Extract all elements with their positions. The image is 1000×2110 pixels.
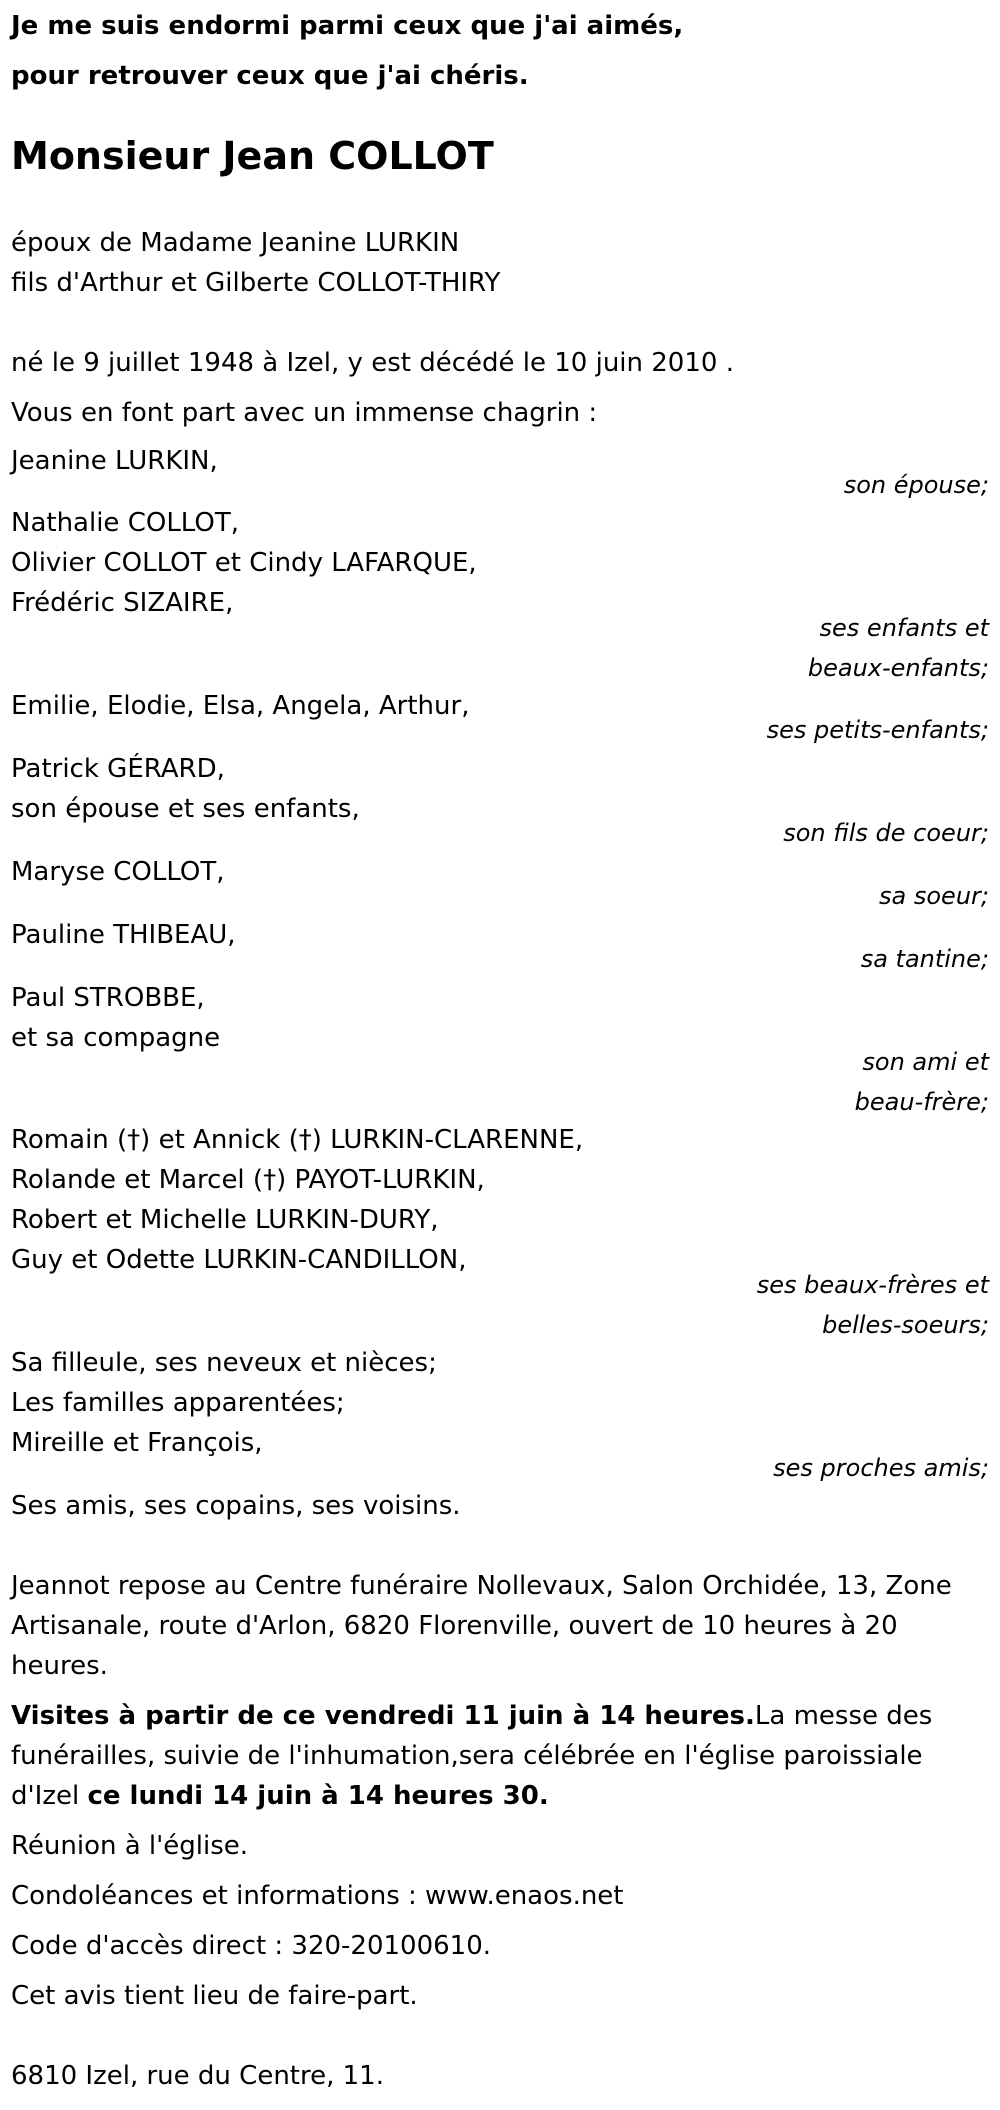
repose-line-1: Jeannot repose au Centre funéraire Nollevaux, Salon Orchidée, 13, Zone	[11, 1571, 952, 1601]
epitaph-line-2: pour retrouver ceux que j'ai chéris.	[11, 61, 529, 91]
deceased-name: Monsieur Jean COLLOT	[11, 134, 494, 178]
repose-line-3: heures.	[11, 1651, 108, 1681]
family-relation: son ami et	[862, 1048, 989, 1076]
visits-text: d'Izel	[11, 1781, 88, 1811]
visits-line-2: funérailles, suivie de l'inhumation,sera célébrée en l'église paroissiale	[11, 1741, 923, 1771]
family-name: Pauline THIBEAU,	[11, 920, 236, 950]
family-name: Maryse COLLOT,	[11, 857, 225, 887]
family-relation: beau-frère;	[854, 1088, 989, 1116]
family-relation: sa soeur;	[879, 882, 989, 910]
visits-text: La messe des	[754, 1701, 933, 1731]
notice-line: Cet avis tient lieu de faire-part.	[11, 1981, 418, 2011]
visits-bold: Visites à partir de ce vendredi 11 juin à 14 heures.	[11, 1701, 755, 1731]
family-name: Mireille et François,	[11, 1428, 263, 1458]
family-relation: ses enfants et	[819, 614, 989, 642]
family-name: Olivier COLLOT et Cindy LAFARQUE,	[11, 548, 477, 578]
family-relation: ses proches amis;	[773, 1454, 989, 1482]
epitaph-line-1: Je me suis endormi parmi ceux que j'ai aimés,	[11, 11, 684, 41]
ceremony-date: ce lundi 14 juin à 14 heures 30.	[87, 1781, 549, 1811]
family-relation: beaux-enfants;	[807, 654, 989, 682]
family-name: Robert et Michelle LURKIN-DURY,	[11, 1205, 439, 1235]
family-name: son épouse et ses enfants,	[11, 794, 360, 824]
meeting-line: Réunion à l'église.	[11, 1831, 249, 1861]
access-code-line: Code d'accès direct : 320-20100610.	[11, 1931, 492, 1961]
family-name: Jeanine LURKIN,	[11, 446, 218, 476]
family-name: Patrick GÉRARD,	[11, 754, 225, 784]
family-name: Nathalie COLLOT,	[11, 508, 239, 538]
announcement-line: Vous en font part avec un immense chagrin :	[11, 398, 598, 428]
family-name: et sa compagne	[11, 1023, 221, 1053]
repose-line-2: Artisanale, route d'Arlon, 6820 Florenville, ouvert de 10 heures à 20	[11, 1611, 898, 1641]
family-relation: ses beaux-frères et	[756, 1271, 989, 1299]
spouse-line: époux de Madame Jeanine LURKIN	[11, 228, 460, 258]
family-name: Emilie, Elodie, Elsa, Angela, Arthur,	[11, 691, 470, 721]
address-line: 6810 Izel, rue du Centre, 11.	[11, 2061, 384, 2091]
family-name: Sa filleule, ses neveux et nièces;	[11, 1348, 437, 1378]
visits-line-1	[11, 1696, 932, 1736]
family-name: Guy et Odette LURKIN-CANDILLON,	[11, 1245, 467, 1275]
condolences-line: Condoléances et informations : www.enaos.net	[11, 1881, 624, 1911]
visits-line-3	[11, 1776, 549, 1816]
family-name: Rolande et Marcel (†) PAYOT-LURKIN,	[11, 1165, 485, 1195]
family-relation: sa tantine;	[860, 945, 989, 973]
family-name: Frédéric SIZAIRE,	[11, 588, 234, 618]
family-name: Romain (†) et Annick (†) LURKIN-CLARENNE,	[11, 1125, 584, 1155]
family-relation: ses petits-enfants;	[766, 716, 989, 744]
family-relation: son épouse;	[843, 471, 989, 499]
family-name: Les familles apparentées;	[11, 1388, 345, 1418]
birth-death-line: né le 9 juillet 1948 à Izel, y est décédé le 10 juin 2010 .	[11, 348, 734, 378]
family-relation: son fils de coeur;	[783, 819, 989, 847]
parents-line: fils d'Arthur et Gilberte COLLOT-THIRY	[11, 268, 501, 298]
family-name: Paul STROBBE,	[11, 983, 205, 1013]
family-relation: belles-soeurs;	[822, 1311, 989, 1339]
friends-line: Ses amis, ses copains, ses voisins.	[11, 1491, 461, 1521]
